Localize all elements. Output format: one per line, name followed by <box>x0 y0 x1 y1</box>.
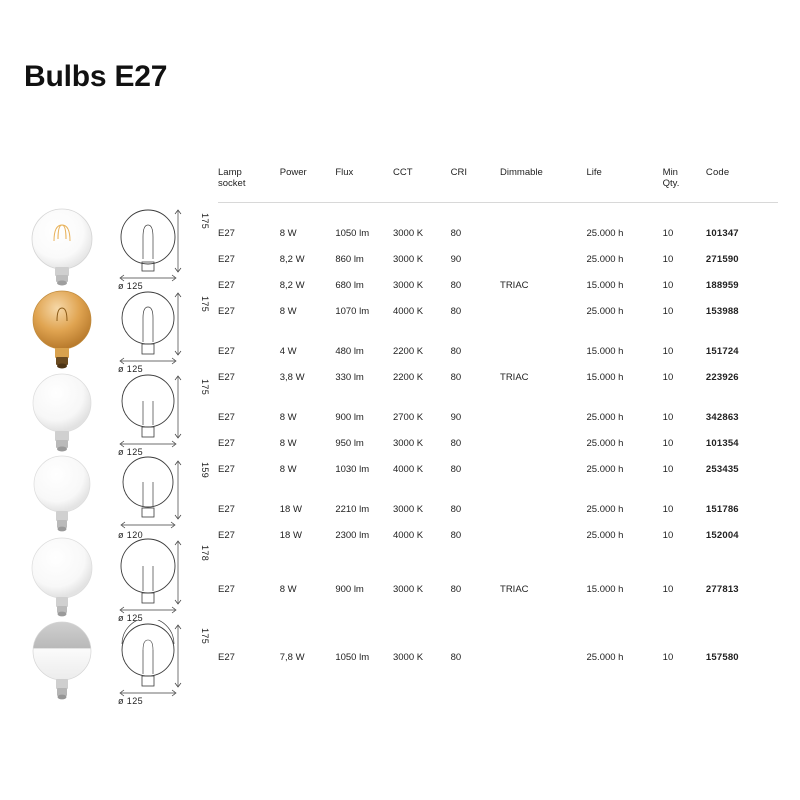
table-header <box>218 168 778 202</box>
cell-min-qty: 10 <box>662 530 674 542</box>
column-header-lamp-socket <box>218 168 280 202</box>
table-row[interactable] <box>218 339 778 365</box>
table-group-spacer <box>218 603 778 617</box>
specifications-table <box>218 168 778 671</box>
cell-lamp-socket: E27 <box>218 504 235 516</box>
column-header-min-qty-line1: Min <box>662 167 678 178</box>
cell-cct: 3000 K <box>392 254 424 266</box>
cell-lamp-socket: E27 <box>218 530 235 542</box>
cell-dimmable <box>500 247 586 273</box>
table-group-spacer <box>218 563 778 577</box>
product-row <box>0 371 210 457</box>
cell-lamp-socket: E27 <box>218 438 235 450</box>
table-group-spacer <box>218 483 778 497</box>
cell-life: 25.000 h <box>586 504 624 516</box>
cell-life: 25.000 h <box>586 228 624 240</box>
dimension-diameter: ø 120 <box>118 530 144 540</box>
product-row <box>0 205 210 291</box>
table-row[interactable] <box>218 405 778 431</box>
cell-power: 8,2 W <box>279 254 305 266</box>
cell-dimmable: TRIAC <box>500 584 529 596</box>
table-body <box>218 202 778 671</box>
dimension-height: 178 <box>200 545 210 562</box>
product-photo-amber-globe <box>22 288 102 371</box>
cell-cct: 3000 K <box>392 280 424 292</box>
cell-cct: 3000 K <box>392 584 424 596</box>
dimension-height: 175 <box>200 379 210 396</box>
cell-min-qty: 10 <box>662 346 674 358</box>
cell-life: 25.000 h <box>586 254 624 266</box>
cell-lamp-socket: E27 <box>218 280 235 292</box>
product-photo-clear-filament-globe <box>22 205 102 288</box>
column-header-min-qty-line2: Qty. <box>662 177 680 189</box>
product-photo-opal-globe <box>22 371 102 454</box>
cell-code: 271590 <box>705 254 739 266</box>
product-illustration-column <box>0 205 210 706</box>
table-row[interactable] <box>218 497 778 523</box>
cell-cri: 80 <box>450 530 462 542</box>
cell-flux: 2300 lm <box>335 530 370 542</box>
cell-min-qty: 10 <box>662 438 674 450</box>
table-group-spacer <box>218 325 778 339</box>
cell-cri: 80 <box>450 652 462 664</box>
cell-dimmable <box>500 645 586 671</box>
product-photo-half-mirror-globe <box>22 620 102 703</box>
cell-flux: 950 lm <box>335 438 364 450</box>
cell-dimmable <box>500 431 586 457</box>
product-drawing-opal-globe-120 <box>112 454 210 540</box>
cell-flux: 1070 lm <box>335 306 370 318</box>
cell-cct: 2700 K <box>392 412 424 424</box>
cell-life: 25.000 h <box>586 438 624 450</box>
product-row <box>0 454 210 540</box>
cell-power: 8 W <box>279 228 297 240</box>
cell-flux: 1050 lm <box>335 228 370 240</box>
cell-flux: 1030 lm <box>335 464 370 476</box>
cell-cct: 4000 K <box>392 464 424 476</box>
cell-code: 342863 <box>705 412 739 424</box>
table-group-spacer <box>218 391 778 405</box>
cell-dimmable <box>500 299 586 325</box>
column-header-dimmable: Dimmable <box>500 167 543 178</box>
cell-flux: 680 lm <box>335 280 364 292</box>
cell-code: 153988 <box>705 306 739 318</box>
cell-cct: 3000 K <box>392 652 424 664</box>
page-title: Bulbs E27 <box>24 60 168 93</box>
cell-power: 4 W <box>279 346 297 358</box>
cell-life: 25.000 h <box>586 652 624 664</box>
cell-cct: 4000 K <box>392 530 424 542</box>
column-header-cri: CRI <box>450 167 467 178</box>
table-row[interactable] <box>218 457 778 483</box>
cell-flux: 860 lm <box>335 254 364 266</box>
cell-power: 8,2 W <box>279 280 305 292</box>
cell-flux: 900 lm <box>335 412 364 424</box>
cell-lamp-socket: E27 <box>218 346 235 358</box>
cell-min-qty: 10 <box>662 372 674 384</box>
table-row[interactable] <box>218 431 778 457</box>
product-drawing-amber-globe <box>112 288 210 374</box>
product-drawing-opal-globe <box>112 371 210 457</box>
cell-cct: 3000 K <box>392 438 424 450</box>
dimension-diameter: ø 125 <box>118 613 144 623</box>
cell-cct: 3000 K <box>392 504 424 516</box>
product-photo-opal-globe-120 <box>22 454 102 537</box>
product-row <box>0 537 210 623</box>
table-group-spacer <box>218 631 778 645</box>
cell-code: 151724 <box>705 346 739 358</box>
cell-power: 8 W <box>279 584 297 596</box>
cell-dimmable: TRIAC <box>500 280 529 292</box>
cell-life: 15.000 h <box>586 346 624 358</box>
cell-power: 3,8 W <box>279 372 305 384</box>
table-row[interactable] <box>218 523 778 549</box>
dimension-height: 175 <box>200 628 210 645</box>
product-row <box>0 288 210 374</box>
table-row[interactable] <box>218 202 778 247</box>
cell-life: 25.000 h <box>586 464 624 476</box>
cell-min-qty: 10 <box>662 504 674 516</box>
cell-lamp-socket: E27 <box>218 372 235 384</box>
cell-dimmable <box>500 523 586 549</box>
cell-power: 8 W <box>279 412 297 424</box>
table-row[interactable] <box>218 273 778 299</box>
cell-cri: 80 <box>450 346 462 358</box>
cell-life: 25.000 h <box>586 412 624 424</box>
cell-code: 152004 <box>705 530 739 542</box>
cell-life: 25.000 h <box>586 530 624 542</box>
cell-code: 277813 <box>705 584 739 596</box>
cell-flux: 330 lm <box>335 372 364 384</box>
product-row <box>0 620 210 706</box>
table-row[interactable] <box>218 365 778 391</box>
cell-lamp-socket: E27 <box>218 228 235 240</box>
cell-cct: 4000 K <box>392 306 424 318</box>
cell-min-qty: 10 <box>662 228 674 240</box>
column-header-min-qty <box>663 168 706 202</box>
cell-lamp-socket: E27 <box>218 306 235 318</box>
cell-flux: 480 lm <box>335 346 364 358</box>
product-drawing-half-mirror-globe <box>112 620 210 706</box>
cell-code: 157580 <box>705 652 739 664</box>
cell-cct: 2200 K <box>392 346 424 358</box>
dimension-height: 159 <box>200 462 210 479</box>
cell-cct: 2200 K <box>392 372 424 384</box>
column-header-power: Power <box>279 167 307 178</box>
cell-lamp-socket: E27 <box>218 584 235 596</box>
cell-dimmable <box>500 457 586 483</box>
cell-power: 18 W <box>279 504 302 516</box>
cell-dimmable <box>500 202 586 247</box>
dimension-diameter: ø 125 <box>118 281 144 291</box>
cell-lamp-socket: E27 <box>218 412 235 424</box>
cell-flux: 2210 lm <box>335 504 370 516</box>
table-group-spacer <box>218 549 778 563</box>
cell-power: 7,8 W <box>279 652 305 664</box>
cell-cri: 80 <box>450 504 462 516</box>
cell-code: 188959 <box>705 280 739 292</box>
product-drawing-clear-filament-globe <box>112 205 210 291</box>
cell-flux: 900 lm <box>335 584 364 596</box>
column-header-lamp-socket-line1: Lamp <box>218 167 242 178</box>
product-photo-opal-globe-large <box>22 537 102 620</box>
cell-dimmable: TRIAC <box>500 372 529 384</box>
table-row[interactable] <box>218 247 778 273</box>
cell-cri: 90 <box>450 412 462 424</box>
cell-life: 15.000 h <box>586 372 624 384</box>
cell-min-qty: 10 <box>662 584 674 596</box>
table-row[interactable] <box>218 299 778 325</box>
cell-dimmable <box>500 339 586 365</box>
cell-lamp-socket: E27 <box>218 254 235 266</box>
cell-power: 8 W <box>279 464 297 476</box>
column-header-life: Life <box>586 167 602 178</box>
dimension-height: 175 <box>200 213 210 230</box>
cell-lamp-socket: E27 <box>218 652 235 664</box>
product-drawing-opal-globe-large <box>112 537 210 623</box>
cell-cct: 3000 K <box>392 228 424 240</box>
cell-cri: 80 <box>450 464 462 476</box>
column-header-cct: CCT <box>392 167 413 178</box>
column-header-code: Code <box>705 167 730 178</box>
table-group-spacer <box>218 617 778 631</box>
cell-life: 15.000 h <box>586 280 624 292</box>
cell-code: 101354 <box>705 438 739 450</box>
table-row[interactable] <box>218 577 778 603</box>
cell-code: 151786 <box>705 504 739 516</box>
cell-min-qty: 10 <box>662 412 674 424</box>
cell-lamp-socket: E27 <box>218 464 235 476</box>
dimension-height: 175 <box>200 296 210 313</box>
cell-cri: 80 <box>450 438 462 450</box>
cell-code: 223926 <box>705 372 739 384</box>
cell-cri: 80 <box>450 584 462 596</box>
cell-code: 101347 <box>705 228 739 240</box>
dimension-diameter: ø 125 <box>118 696 144 706</box>
cell-min-qty: 10 <box>662 280 674 292</box>
cell-power: 8 W <box>279 306 297 318</box>
cell-code: 253435 <box>705 464 739 476</box>
table-row[interactable] <box>218 645 778 671</box>
cell-dimmable <box>500 497 586 523</box>
cell-cri: 80 <box>450 228 462 240</box>
cell-cri: 80 <box>450 280 462 292</box>
cell-min-qty: 10 <box>662 464 674 476</box>
column-header-lamp-socket-line2: socket <box>218 177 246 189</box>
cell-cri: 80 <box>450 372 462 384</box>
cell-min-qty: 10 <box>662 254 674 266</box>
cell-dimmable <box>500 405 586 431</box>
cell-min-qty: 10 <box>662 652 674 664</box>
table-header-row <box>218 168 778 202</box>
cell-flux: 1050 lm <box>335 652 370 664</box>
cell-power: 8 W <box>279 438 297 450</box>
cell-power: 18 W <box>279 530 302 542</box>
cell-cri: 90 <box>450 254 462 266</box>
dimension-diameter: ø 125 <box>118 447 144 457</box>
cell-life: 25.000 h <box>586 306 624 318</box>
cell-life: 15.000 h <box>586 584 624 596</box>
dimension-diameter: ø 125 <box>118 364 144 374</box>
cell-cri: 80 <box>450 306 462 318</box>
cell-min-qty: 10 <box>662 306 674 318</box>
column-header-flux: Flux <box>335 167 354 178</box>
